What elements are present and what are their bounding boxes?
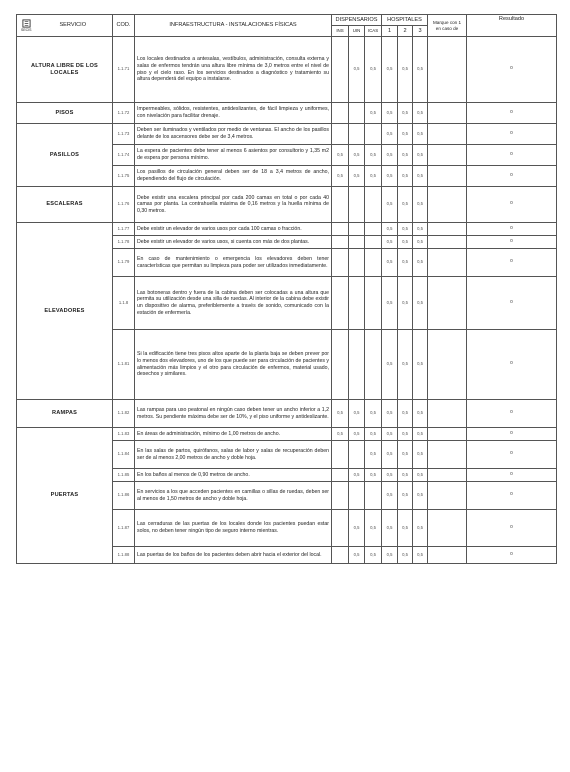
code-cell: 1.1.78 [113, 236, 135, 249]
score-cell [332, 510, 349, 547]
score-cell [349, 249, 365, 277]
score-cell [365, 223, 382, 236]
score-cell: 0,5 [365, 428, 382, 441]
score-cell: 0,5 [349, 428, 365, 441]
score-cell: 0,5 [365, 547, 382, 564]
cod-header: COD. [113, 15, 135, 37]
score-cell: 0,5 [332, 145, 349, 166]
score-cell: 0,5 [398, 103, 413, 124]
result-cell: 0 [467, 124, 557, 145]
requirement-text: Deben ser iluminados y ventilados por medio de ventanas. El ancho de los pasillos delante de los ascensores debe ser de 3,4 metros. [135, 124, 332, 145]
score-cell: 0,5 [398, 145, 413, 166]
score-cell: 0,5 [365, 400, 382, 428]
infrastructure-table [16, 14, 557, 564]
result-cell: 0 [467, 510, 557, 547]
score-cell: 0,5 [349, 166, 365, 187]
score-cell [365, 330, 382, 400]
mark-cell[interactable] [428, 547, 467, 564]
score-cell: 0,5 [382, 37, 398, 103]
score-cell: 0,5 [413, 441, 428, 469]
score-cell: 0,5 [413, 166, 428, 187]
score-cell [332, 249, 349, 277]
mark-cell[interactable] [428, 441, 467, 469]
code-cell: 1.1.79 [113, 249, 135, 277]
requirement-text: En caso de mantenimiento o emergencia los elevadores deben tener características que permitan su limpieza para poder ser utilizados inmediatamente. [135, 249, 332, 277]
result-cell: 0 [467, 400, 557, 428]
score-cell [349, 103, 365, 124]
score-cell: 0,5 [398, 330, 413, 400]
result-cell: 0 [467, 223, 557, 236]
score-cell [365, 124, 382, 145]
code-cell: 1.1.87 [113, 510, 135, 547]
score-cell [332, 277, 349, 330]
score-cell [365, 249, 382, 277]
score-cell: 0,5 [365, 441, 382, 469]
code-cell: 1.1.72 [113, 103, 135, 124]
result-cell: 0 [467, 441, 557, 469]
code-cell: 1.1.86 [113, 482, 135, 510]
score-cell: 0,5 [365, 145, 382, 166]
requirement-text: En servicios a los que acceden pacientes en camillas o sillas de ruedas, deben ser al menos de 1,50 metros de ancho y doble hoja. [135, 482, 332, 510]
score-cell: 0,5 [398, 223, 413, 236]
table-row [17, 400, 557, 428]
score-cell: 0,5 [413, 510, 428, 547]
score-cell: 0,5 [398, 124, 413, 145]
service-name: ELEVADORES [17, 223, 113, 400]
score-cell: 0,5 [332, 400, 349, 428]
table-row [17, 124, 557, 145]
table-row [17, 428, 557, 441]
result-cell: 0 [467, 249, 557, 277]
logo-icon [22, 19, 31, 28]
sub-header: 2 [398, 26, 413, 37]
code-cell: 1.1.83 [113, 428, 135, 441]
result-cell: 0 [467, 428, 557, 441]
score-cell: 0,5 [382, 482, 398, 510]
table-row [17, 187, 557, 223]
score-cell: 0,5 [382, 166, 398, 187]
mark-cell[interactable] [428, 400, 467, 428]
score-cell: 0,5 [382, 547, 398, 564]
score-cell [349, 277, 365, 330]
result-cell: 0 [467, 236, 557, 249]
score-cell: 0,5 [413, 330, 428, 400]
score-cell: 0,5 [382, 187, 398, 223]
infra-header: INFRAESTRUCTURA - INSTALACIONES FÍSICAS [135, 15, 332, 37]
sub-header: UIN [349, 26, 365, 37]
checklist-page [16, 14, 556, 564]
service-name: PISOS [17, 103, 113, 124]
score-cell [365, 482, 382, 510]
score-cell [365, 277, 382, 330]
requirement-text: Los pasillos de circulación general deben ser de 18 a 3,4 metros de ancho, dependiendo del flujo de circulación. [135, 166, 332, 187]
mark-cell[interactable] [428, 428, 467, 441]
score-cell: 0,5 [365, 469, 382, 482]
score-cell [349, 187, 365, 223]
service-name: PASILLOS [17, 124, 113, 187]
result-cell: 0 [467, 330, 557, 400]
score-cell: 0,5 [382, 124, 398, 145]
service-name: RAMPAS [17, 400, 113, 428]
result-cell: 0 [467, 187, 557, 223]
service-name: ESCALERAS [17, 187, 113, 223]
table-row [17, 103, 557, 124]
mark-cell[interactable] [428, 37, 467, 103]
mark-cell[interactable] [428, 187, 467, 223]
score-cell: 0,5 [382, 277, 398, 330]
mark-cell[interactable] [428, 277, 467, 330]
code-cell: 1.1.81 [113, 330, 135, 400]
score-cell: 0,5 [413, 400, 428, 428]
score-cell: 0,5 [365, 166, 382, 187]
hospitales-header: HOSPITALES [382, 15, 428, 26]
score-cell: 0,5 [382, 510, 398, 547]
score-cell: 0,5 [398, 400, 413, 428]
mark-cell[interactable] [428, 124, 467, 145]
code-cell: 1.1.82 [113, 400, 135, 428]
score-cell: 0,5 [349, 510, 365, 547]
score-cell: 0,5 [349, 37, 365, 103]
requirement-text: Impermeables, sólidos, resistentes, antideslizantes, de fácil limpieza y uniformes, con nivelación para facilitar drenaje. [135, 103, 332, 124]
requirement-text: Debe existir un elevador de varios usos por cada 100 camas o fracción. [135, 223, 332, 236]
score-cell: 0,5 [413, 469, 428, 482]
result-cell: 0 [467, 145, 557, 166]
score-cell: 0,5 [413, 145, 428, 166]
score-cell: 0,5 [382, 103, 398, 124]
mark-cell[interactable] [428, 223, 467, 236]
result-cell: 0 [467, 103, 557, 124]
score-cell [332, 469, 349, 482]
requirement-text: En áreas de administración, mínimo de 1,00 metros de ancho. [135, 428, 332, 441]
code-cell: 1.1.8 [113, 277, 135, 330]
score-cell [365, 187, 382, 223]
score-cell: 0,5 [413, 277, 428, 330]
score-cell [332, 124, 349, 145]
dispensarios-header: DISPENSARIOS [332, 15, 382, 26]
result-cell: 0 [467, 482, 557, 510]
score-cell: 0,5 [382, 428, 398, 441]
code-cell: 1.1.73 [113, 124, 135, 145]
score-cell: 0,5 [349, 400, 365, 428]
score-cell: 0,5 [398, 428, 413, 441]
table-row [17, 37, 557, 103]
requirement-text: En los baños al menos de 0,90 metros de ancho. [135, 469, 332, 482]
mark-cell[interactable] [428, 510, 467, 547]
code-cell: 1.1.76 [113, 187, 135, 223]
sub-header: 1 [382, 26, 398, 37]
score-cell: 0,5 [413, 37, 428, 103]
score-cell: 0,5 [398, 187, 413, 223]
score-cell: 0,5 [398, 469, 413, 482]
mark-cell[interactable] [428, 166, 467, 187]
requirement-text: Si la edificación tiene tres pisos altos aparte de la planta baja se deben prever por lo menos dos elevadores, uno de los que puede ser para circulación de pacientes y alimentación más limpios y el otro para circulación de enfermos, material usado, desechos y similares. [135, 330, 332, 400]
score-cell: 0,5 [398, 249, 413, 277]
service-name: PUERTAS [17, 428, 113, 564]
score-cell: 0,5 [382, 223, 398, 236]
score-cell [349, 236, 365, 249]
requirement-text: Los locales destinados a antesalas, vestíbulos, administración, consulta externa y salas de enfermos tendrán una altura libre mínima de 3,0 metros entre el nivel de piso y el cielo raso. En los servicios destinados a diagnóstico y tratamiento su altura dependerá del equipo a instalarse. [135, 37, 332, 103]
mark-cell[interactable] [428, 249, 467, 277]
score-cell: 0,5 [382, 400, 398, 428]
score-cell: 0,5 [413, 428, 428, 441]
score-cell [349, 482, 365, 510]
score-cell: 0,5 [382, 441, 398, 469]
header-servicio [17, 15, 113, 37]
score-cell [332, 330, 349, 400]
requirement-text: Las cerraduras de las puertas de los locales donde los pacientes puedan estar solos, no deben tener ningún tipo de seguro interno mientras. [135, 510, 332, 547]
mark-cell[interactable] [428, 236, 467, 249]
requirement-text: La espera de pacientes debe tener al menos 6 asientos por consultorio y 1,35 m2 de espera por persona mínimo. [135, 145, 332, 166]
score-cell [332, 441, 349, 469]
score-cell [349, 223, 365, 236]
requirement-text: En las salas de partos, quirófanos, salas de labor y salas de recuperación deben ser de al menos 2,00 metros de ancho y doble hoja. [135, 441, 332, 469]
requirement-text: Las botoneras dentro y fuera de la cabina deben ser colocadas a una altura que permita su utilización desde una silla de ruedas. Al interior de la cabina debe existir un dispositivo de alarma, preferiblemente a través de sonido, comunicado con la estación de enfermería. [135, 277, 332, 330]
requirement-text: Debe existir un elevador de varios usos, si cuenta con más de dos plantas. [135, 236, 332, 249]
score-cell: 0,5 [332, 166, 349, 187]
mark-cell[interactable] [428, 103, 467, 124]
score-cell [332, 103, 349, 124]
code-cell: 1.1.71 [113, 37, 135, 103]
score-cell: 0,5 [332, 428, 349, 441]
servicio-header: SERVICIO [59, 22, 87, 29]
score-cell: 0,5 [413, 223, 428, 236]
score-cell [332, 236, 349, 249]
score-cell: 0,5 [382, 249, 398, 277]
mark-cell[interactable] [428, 330, 467, 400]
resultado-header: Resultado [467, 15, 557, 37]
mark-cell[interactable] [428, 145, 467, 166]
score-cell: 0,5 [413, 187, 428, 223]
score-cell: 0,5 [413, 236, 428, 249]
logo [21, 19, 32, 32]
result-cell: 0 [467, 469, 557, 482]
score-cell: 0,5 [398, 441, 413, 469]
score-cell: 0,5 [398, 37, 413, 103]
score-cell: 0,5 [349, 469, 365, 482]
result-cell: 0 [467, 277, 557, 330]
result-cell: 0 [467, 547, 557, 564]
score-cell: 0,5 [365, 37, 382, 103]
score-cell: 0,5 [413, 103, 428, 124]
sub-header: 3 [413, 26, 428, 37]
score-cell [332, 37, 349, 103]
sub-header: ICAS [365, 26, 382, 37]
score-cell [349, 124, 365, 145]
score-cell: 0,5 [413, 547, 428, 564]
score-cell: 0,5 [413, 482, 428, 510]
code-cell: 1.1.75 [113, 166, 135, 187]
service-name: ALTURA LIBRE DE LOS LOCALES [17, 37, 113, 103]
score-cell: 0,5 [365, 103, 382, 124]
score-cell [332, 187, 349, 223]
code-cell: 1.1.88 [113, 547, 135, 564]
score-cell: 0,5 [382, 469, 398, 482]
logo-text: SECIS [21, 28, 32, 32]
score-cell [349, 441, 365, 469]
code-cell: 1.1.77 [113, 223, 135, 236]
requirement-text: Debe existir una escalera principal por cada 200 camas en total o por cada 40 camas por planta. La contrahuella máxima de 0,16 metros y la huella mínima de 0,30 metros. [135, 187, 332, 223]
mark-cell[interactable] [428, 469, 467, 482]
marque-header: Marque con 1 en caso de [428, 15, 467, 37]
score-cell: 0,5 [398, 482, 413, 510]
score-cell: 0,5 [398, 236, 413, 249]
score-cell: 0,5 [398, 166, 413, 187]
code-cell: 1.1.85 [113, 469, 135, 482]
score-cell: 0,5 [413, 249, 428, 277]
score-cell: 0,5 [365, 510, 382, 547]
result-cell: 0 [467, 166, 557, 187]
table-body [17, 37, 557, 564]
score-cell: 0,5 [382, 236, 398, 249]
score-cell [349, 330, 365, 400]
mark-cell[interactable] [428, 482, 467, 510]
score-cell: 0,5 [398, 547, 413, 564]
sub-header: INS [332, 26, 349, 37]
score-cell: 0,5 [349, 547, 365, 564]
result-cell: 0 [467, 37, 557, 103]
score-cell [332, 547, 349, 564]
score-cell: 0,5 [349, 145, 365, 166]
score-cell [332, 223, 349, 236]
requirement-text: Las puertas de los baños de los pacientes deben abrir hacia el exterior del local. [135, 547, 332, 564]
score-cell: 0,5 [398, 277, 413, 330]
score-cell: 0,5 [382, 145, 398, 166]
score-cell: 0,5 [413, 124, 428, 145]
score-cell: 0,5 [382, 330, 398, 400]
score-cell [332, 482, 349, 510]
code-cell: 1.1.74 [113, 145, 135, 166]
score-cell: 0,5 [398, 510, 413, 547]
table-row [17, 223, 557, 236]
code-cell: 1.1.84 [113, 441, 135, 469]
requirement-text: Las rampas para uso peatonal en ningún caso deben tener un ancho inferior a 1,2 metros. Su pendiente máxima debe ser de 10%, y el piso uniforme y antideslizante. [135, 400, 332, 428]
score-cell [365, 236, 382, 249]
